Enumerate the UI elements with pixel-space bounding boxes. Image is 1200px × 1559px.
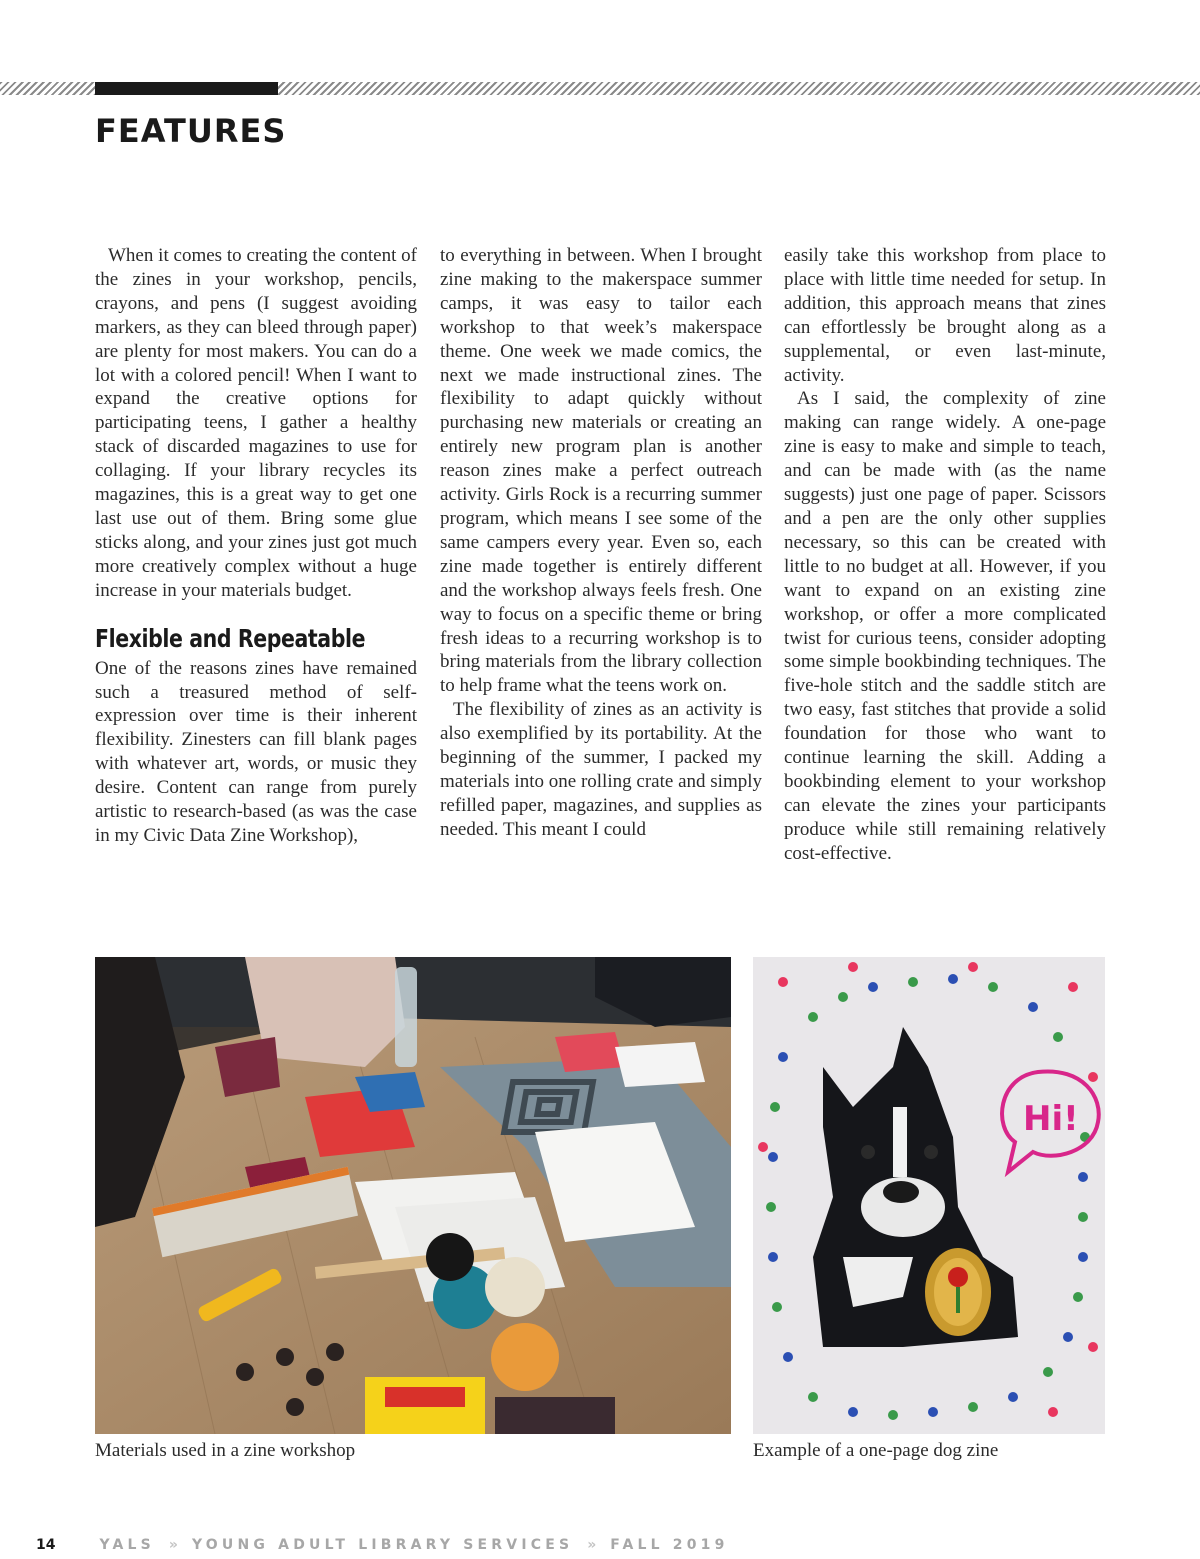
footer-separator: » [587,1537,597,1553]
header-accent-bar [95,82,278,95]
page-number: 14 [36,1537,56,1553]
subheading: Flexible and Repeatable [95,623,366,653]
figure-caption: Materials used in a zine workshop [95,1440,356,1461]
text-column-1 [95,244,417,848]
body-paragraph: easily take this workshop from place to place with little time needed for setup. In addition, this approach means that zines can effortlessly be brought along as a supplemental, or even last-minute, activity. [784,245,1106,386]
body-paragraph: As I said, the complexity of zine making can range widely. A one-page zine is easy to make and simple to teach, and can be made with (as the name suggests) just one page of paper. Scissors and a pen are the only other supplies necessary, so this can be created with little to no budget at all. However, if you want to expand on an existing zine workshop, or offer a more complicated twist for curious teens, consider adopting some simple bookbinding techniques. The five-hole stitch and the saddle stitch are two easy, fast stitches that provide a solid foundation for those who want to continue learning the skill. Adding a bookbinding element to your workshop can elevate the zines your participants produce while still remaining relatively cost-effective. [784,388,1106,864]
body-paragraph: When it comes to creating the content of the zines in your workshop, pencils, crayons, and pens (I suggest avoiding markers, as they can bleed through paper) are plenty for most makers. You can do a lot with a colored pencil! When I want to expand the creative options for participating teens, I gather a healthy stack of discarded magazines to use for collaging. If your library recycles its magazines, this is a great way to get one last use out of them. Bring some glue sticks along, and your zines just got much more creatively complex without a huge increase in your materials budget. [95,245,417,601]
footer-journal-abbr: YALS [99,1537,155,1553]
text-column-3 [784,244,1106,866]
body-paragraph: to everything in between. When I brought zine making to the makerspace summer camps, it was easy to tailor each workshop to that week’s makerspace theme. One week we made comics, the next we made instructional zines. The flexibility to adapt quickly without purchasing new materials or creating an entirely new program plan is another reason zines make a perfect outreach activity. Girls Rock is a recurring summer program, which means I see some of the same campers every year. Even so, each zine made together is entirely different and the workshop always feels fresh. One way to focus on a specific theme or bring fresh ideas to a recurring workshop is to bring materials from the library collection to help frame what the teens work on. [440,245,762,697]
figure-caption: Example of a one-page dog zine [753,1440,999,1461]
footer-issue: FALL 2019 [610,1537,729,1553]
dog-zine-photo [753,957,1105,1434]
section-title: FEATURES [95,112,287,150]
footer-journal-name: YOUNG ADULT LIBRARY SERVICES [191,1537,574,1553]
body-paragraph: The flexibility of zines as an activity is also exemplified by its portability. At the beginning of the summer, I packed my materials into one rolling crate and simply refilled paper, magazines, and supplies as needed. This meant I could [440,699,762,840]
footer-separator: » [168,1537,178,1553]
text-column-2 [440,244,762,842]
speech-bubble-text: Hi! [1023,1099,1079,1139]
body-paragraph: One of the reasons zines have remained such a treasured method of self-expression over time is their inherent flexibility. Zinesters can fill blank pages with whatever art, words, or music they desire. Content can range from purely artistic to research-based (as was the case in my Civic Data Zine Workshop), [95,657,417,846]
page-footer [36,1535,729,1555]
workshop-materials-photo [95,957,731,1434]
